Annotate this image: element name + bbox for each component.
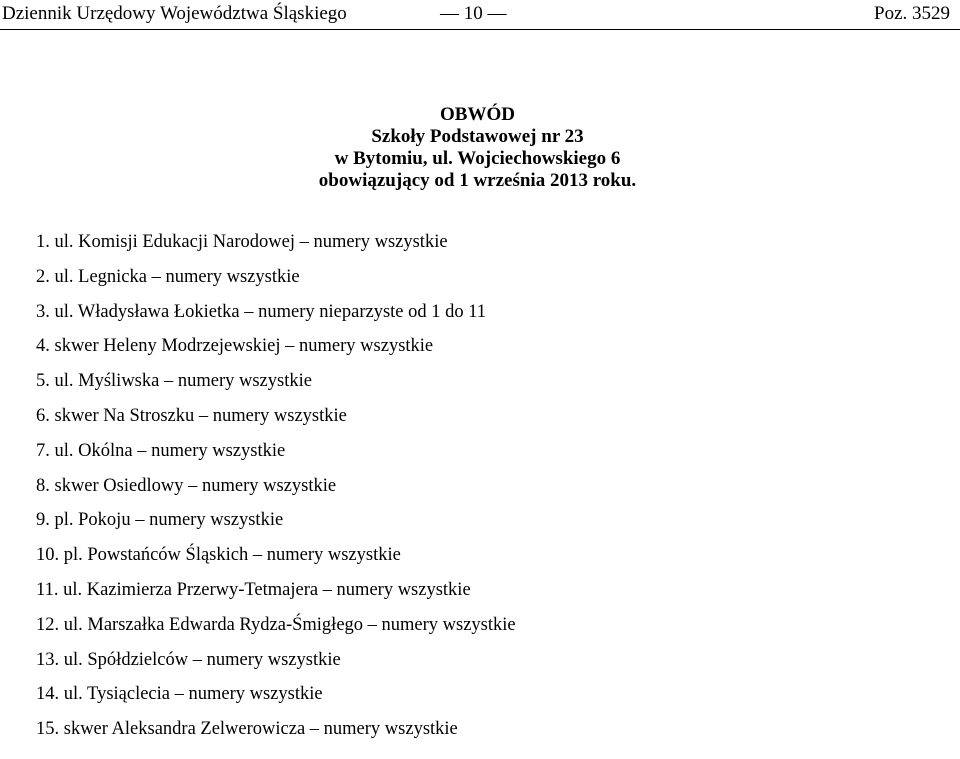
list-item: 6. skwer Na Stroszku – numery wszystkie [36,405,347,426]
list-item: 9. pl. Pokoju – numery wszystkie [36,510,284,531]
list-item: 4. skwer Heleny Modrzejewskiej – numery wszystkie [36,336,434,357]
journal-title: Dziennik Urzędowy Województwa Śląskiego [2,3,347,24]
document-title [0,104,960,192]
list-item: 8. skwer Osiedlowy – numery wszystkie [36,475,337,496]
list-item: 14. ul. Tysiąclecia – numery wszystkie [36,684,323,705]
list-item: 15. skwer Aleksandra Zelwerowicza – numery wszystkie [36,719,458,740]
list-item: 7. ul. Okólna – numery wszystkie [36,440,286,461]
title-line-3: w Bytomiu, ul. Wojciechowskiego 6 [334,148,621,169]
list-item: 11. ul. Kazimierza Przerwy-Tetmajera – numery wszystkie [36,579,471,600]
position-number: Poz. 3529 [874,3,950,24]
title-line-2: Szkoły Podstawowej nr 23 [371,126,584,147]
street-list [36,230,516,752]
page-number: — 10 — [440,3,507,24]
list-item: 3. ul. Władysława Łokietka – numery nieparzyste od 1 do 11 [36,301,487,322]
list-item: 12. ul. Marszałka Edwarda Rydza-Śmigłego – numery wszystkie [36,614,516,635]
title-line-4: obowiązujący od 1 września 2013 roku. [318,170,637,191]
title-line-1: OBWÓD [440,104,515,125]
list-item: 13. ul. Spółdzielców – numery wszystkie [36,649,341,670]
header-divider [0,29,960,30]
list-item: 5. ul. Myśliwska – numery wszystkie [36,371,312,392]
list-item: 2. ul. Legnicka – numery wszystkie [36,266,300,287]
page-header [0,0,960,30]
list-item: 10. pl. Powstańców Śląskich – numery wszystkie [36,545,401,566]
list-item: 1. ul. Komisji Edukacji Narodowej – numery wszystkie [36,232,448,252]
